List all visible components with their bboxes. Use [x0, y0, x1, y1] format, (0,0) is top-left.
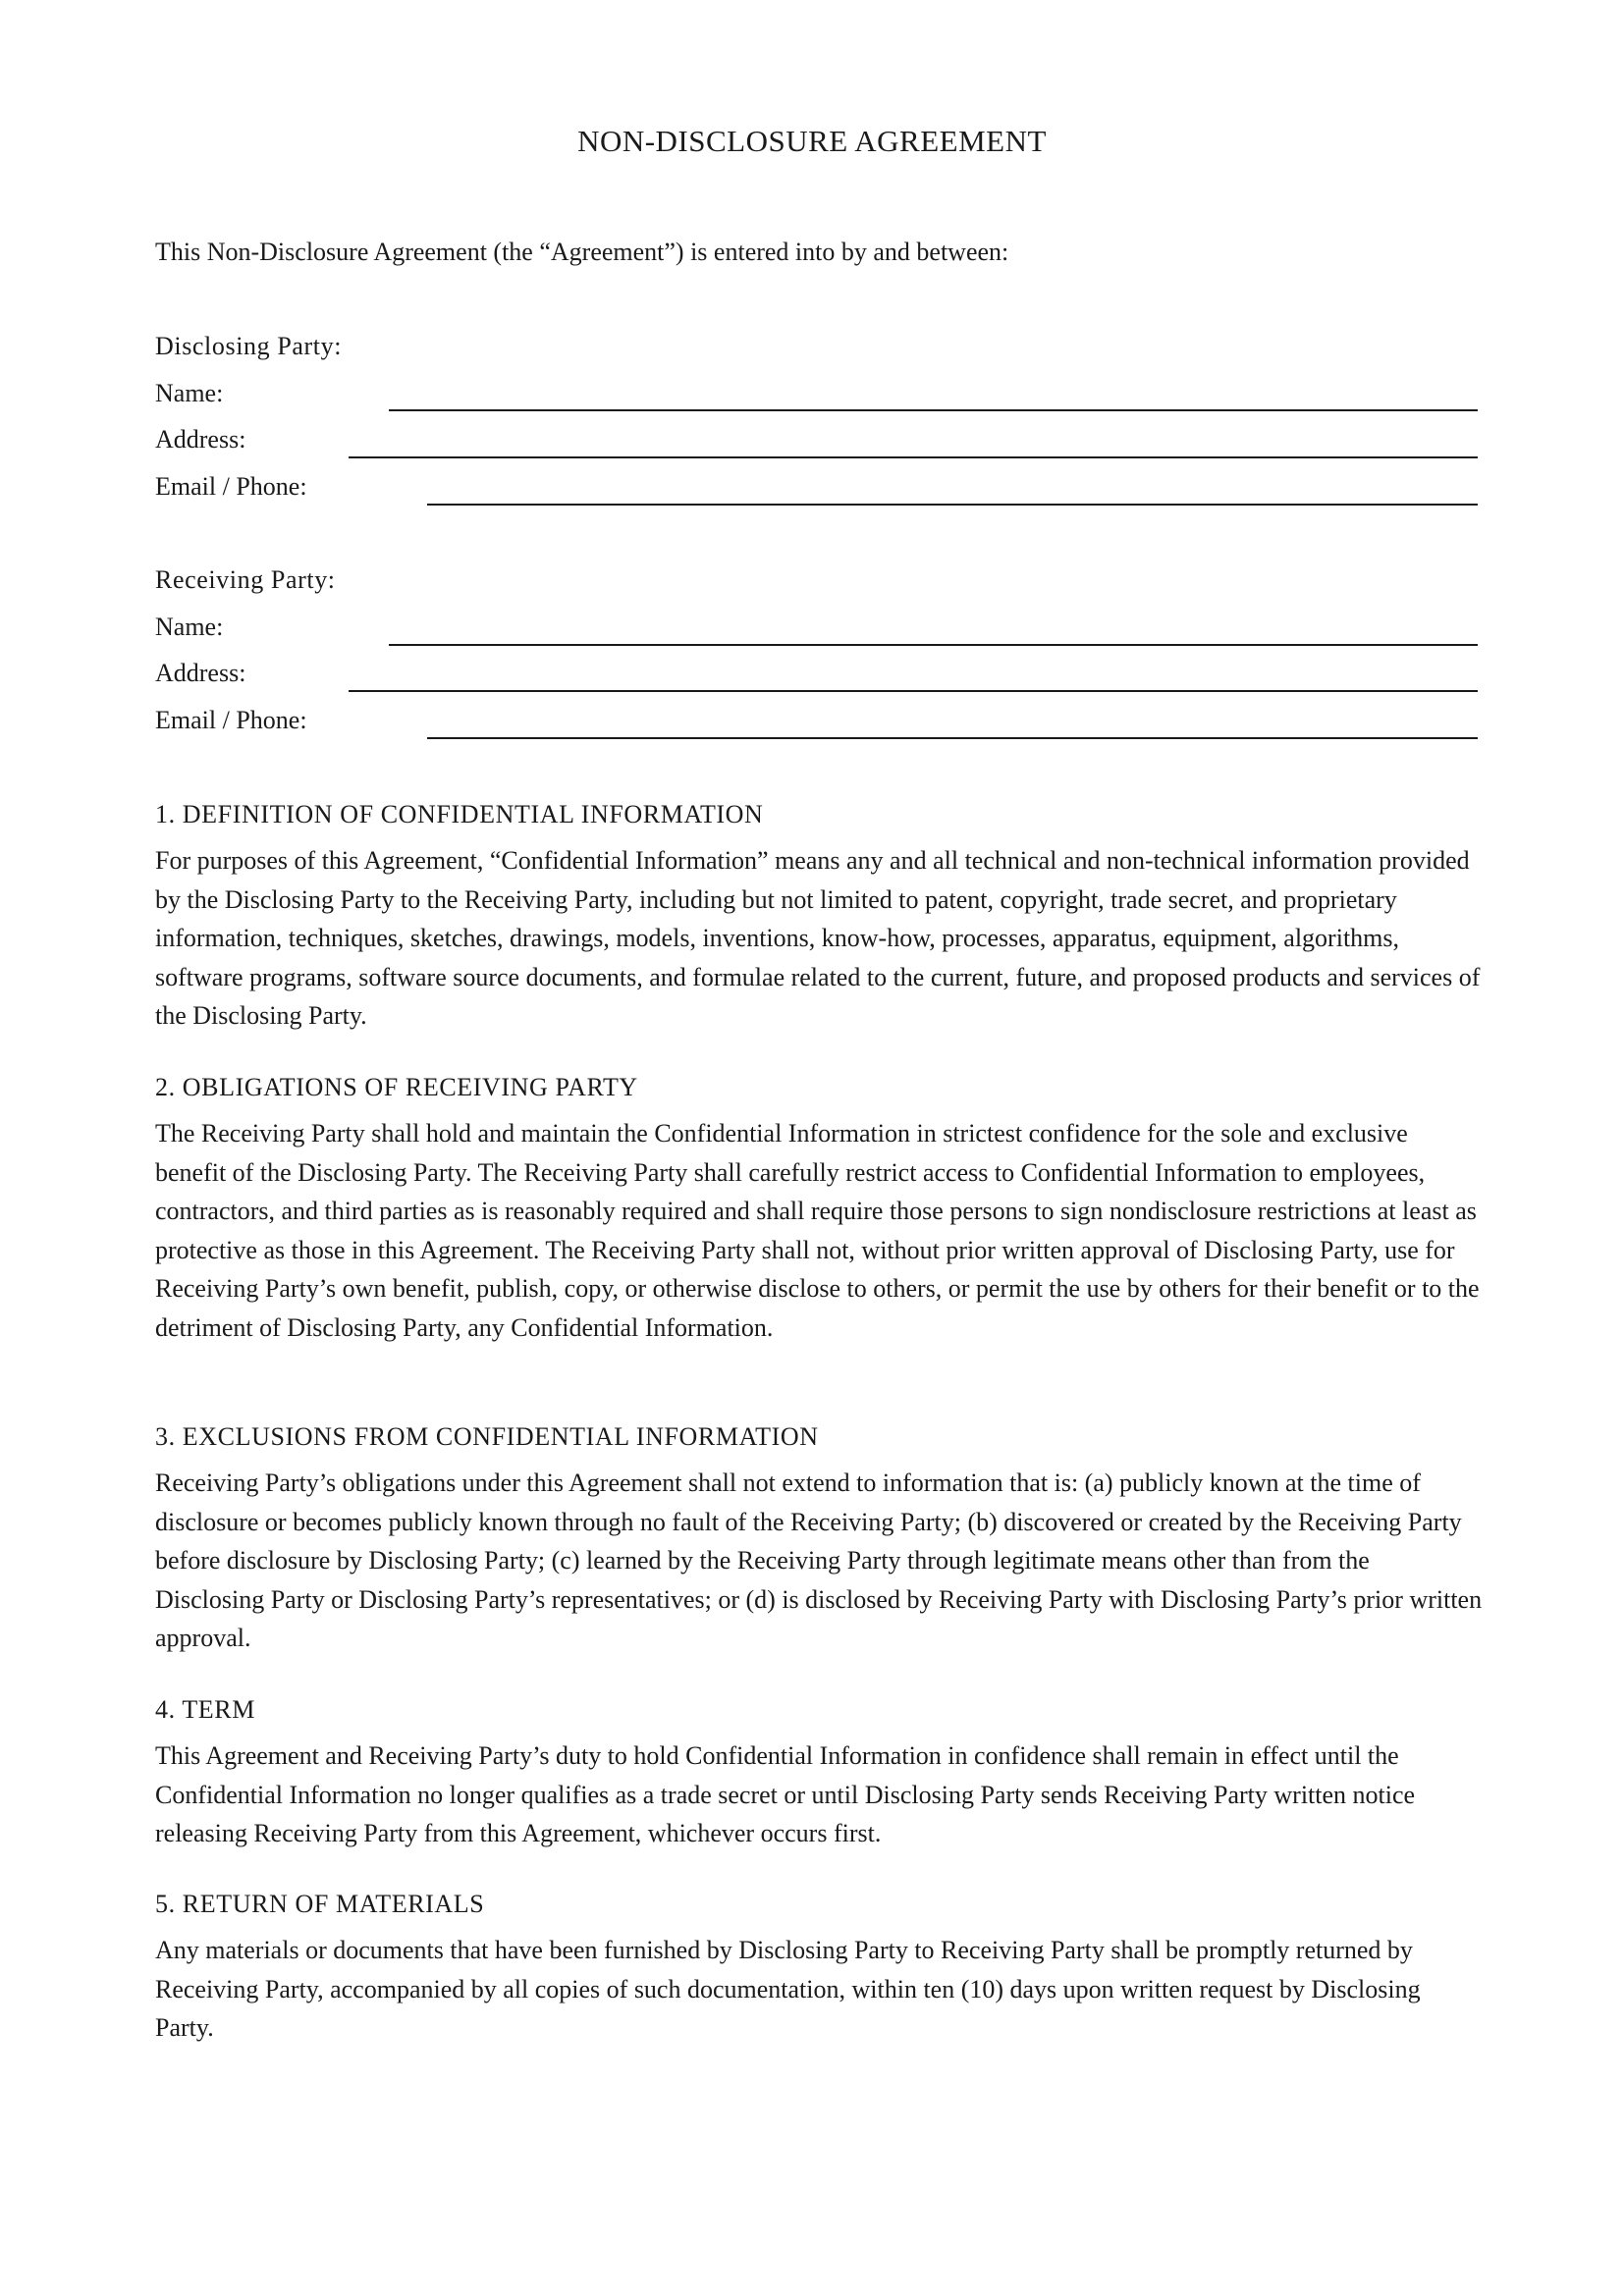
receiving-contact-label: Email / Phone: — [155, 706, 307, 734]
section-body: Any materials or documents that have been furnished by Disclosing Party to Receiving Party shall be promptly returned by Receiving Party, accompanied by all copies of such documentation, within ten (10) days upon written request by Disclosing Party. — [155, 1936, 1421, 2042]
receiving-name-label: Name: — [155, 613, 224, 641]
disclosing-contact-label: Email / Phone: — [155, 472, 307, 501]
section-heading: 5. RETURN OF MATERIALS — [155, 1890, 485, 1918]
receiving-address-label: Address: — [155, 659, 246, 687]
section-heading: 3. EXCLUSIONS FROM CONFIDENTIAL INFORMATION — [155, 1422, 819, 1451]
section-body: Receiving Party’s obligations under this Agreement shall not extend to information that is: (a) publicly known at the time of disclosure or becomes publicly known through no fault of the Receiving Party; (b) discovered or created by the Receiving Party before disclosure by Disclosing Party; (c) learned by the Receiving Party through legitimate means other than from the Disclosing Party or Disclosing Party’s representatives; or (d) is disclosed by Receiving Party with Disclosing Party’s prior written approval. — [155, 1468, 1483, 1652]
section-body: This Agreement and Receiving Party’s duty to hold Confidential Information in confidence shall remain in effect until the Confidential Information no longer qualifies as a trade secret or until Disclosing Party sends Receiving Party written notice releasing Receiving Party from this Agreement, whichever occurs first. — [155, 1741, 1416, 1847]
disclosing-address-field[interactable] — [349, 456, 1478, 458]
intro-paragraph: This Non-Disclosure Agreement (the “Agreement”) is entered into by and between: — [155, 238, 1009, 266]
section-heading: 4. TERM — [155, 1695, 255, 1724]
disclosing-name-label: Name: — [155, 379, 224, 407]
section-body: The Receiving Party shall hold and maintain the Confidential Information in strictest confidence for the sole and exclusive benefit of the Disclosing Party. The Receiving Party shall carefully restrict access to Confidential Information to employees, contractors, and third parties as is reasonably required and shall require those persons to sign nondisclosure restrictions at least as protective as those in this Agreement. The Receiving Party shall not, without prior written approval of Disclosing Party, use for Receiving Party’s own benefit, publish, copy, or otherwise disclose to others, or permit the use by others for their benefit or to the detriment of Disclosing Party, any Confidential Information. — [155, 1119, 1480, 1342]
receiving-contact-field[interactable] — [427, 737, 1478, 739]
disclosing-contact-field[interactable] — [427, 504, 1478, 506]
section-body: For purposes of this Agreement, “Confidential Information” means any and all technical and non-technical information provided by the Disclosing Party to the Receiving Party, including but not limited to patent, copyright, trade secret, and proprietary information, techniques, sketches, drawings, models, inventions, know-how, processes, apparatus, equipment, algorithms, software programs, software source documents, and formulae related to the current, future, and proposed products and services of the Disclosing Party. — [155, 846, 1481, 1030]
section-heading: 2. OBLIGATIONS OF RECEIVING PARTY — [155, 1073, 638, 1101]
section-heading: 1. DEFINITION OF CONFIDENTIAL INFORMATION — [155, 800, 764, 828]
disclosing-party-heading: Disclosing Party: — [155, 332, 343, 360]
disclosing-address-label: Address: — [155, 425, 246, 454]
disclosing-name-field[interactable] — [389, 409, 1478, 411]
receiving-party-heading: Receiving Party: — [155, 565, 336, 594]
document-title: NON-DISCLOSURE AGREEMENT — [577, 124, 1047, 158]
receiving-address-field[interactable] — [349, 690, 1478, 692]
receiving-name-field[interactable] — [389, 644, 1478, 646]
